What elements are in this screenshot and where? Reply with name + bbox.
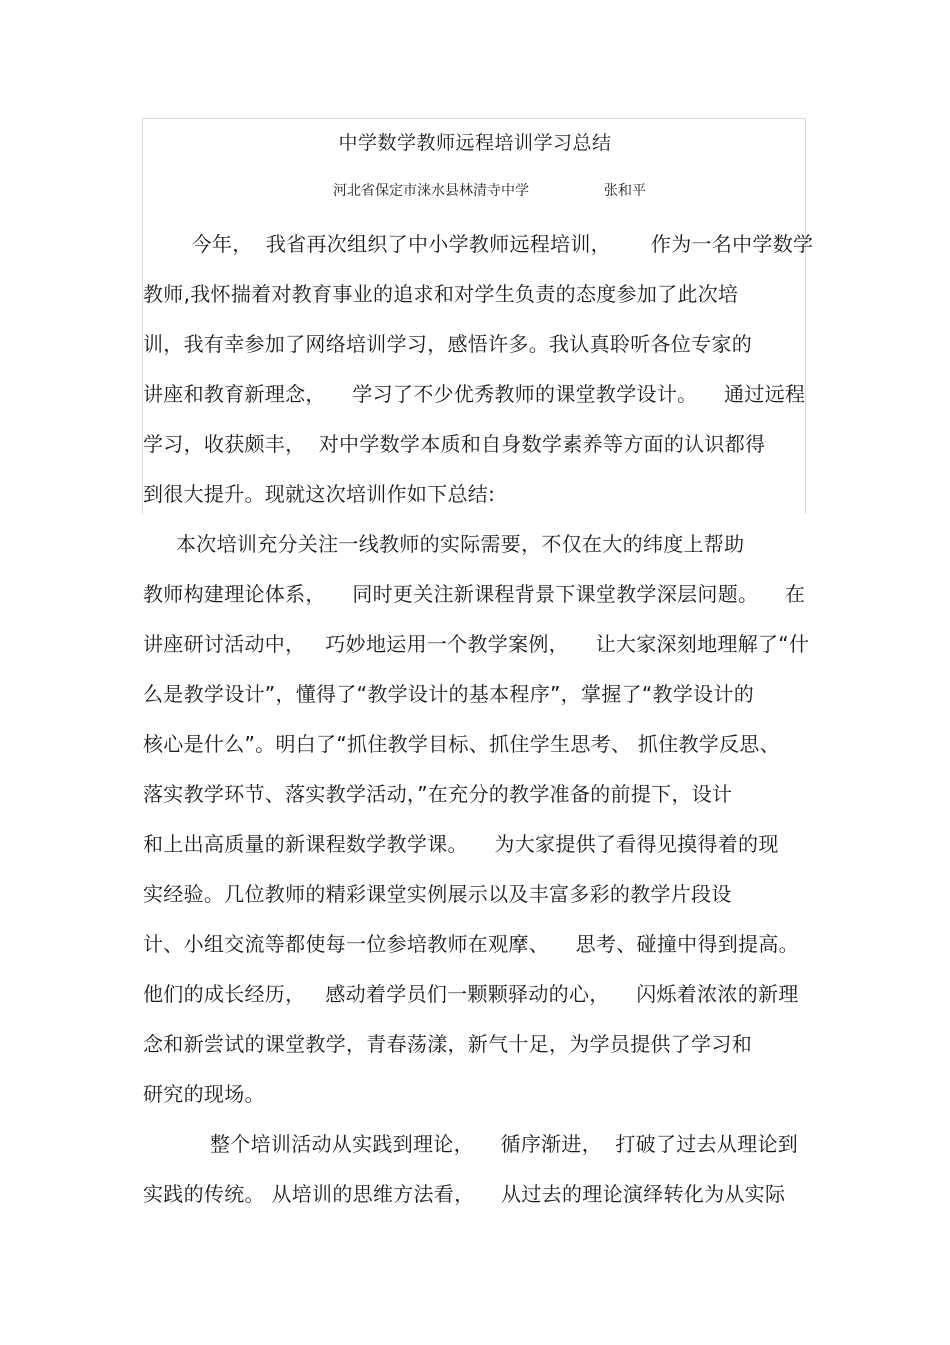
- text-line: 他们的成长经历， 感动着学员们一颗颗驿动的心， 闪烁着浓浓的新理: [143, 982, 799, 1006]
- text-line: 核心是什么”。明白了“抓住教学目标、抓住学生思考、 抓住教学反思、: [143, 732, 780, 756]
- document-title: 中学数学教师远程培训学习总结: [338, 132, 612, 154]
- text-line: 念和新尝试的课堂教学，青春荡漾，新气十足，为学员提供了学习和: [143, 1032, 752, 1056]
- text-line: 今年， 我省再次组织了中小学教师远程培训， 作为一名中学数学: [185, 232, 814, 256]
- text-line: 学习，收获颇丰， 对中学数学本质和自身数学素养等方面的认识都得: [143, 432, 766, 456]
- text-line: 实经验。几位教师的精彩课堂实例展示以及丰富多彩的教学片段设: [143, 882, 732, 906]
- text-line: 研究的现场。: [143, 1082, 265, 1106]
- text-line: 讲座研讨活动中， 巧妙地运用一个教学案例， 让大家深刻地理解了“什: [143, 632, 810, 656]
- text-line: 整个培训活动从实践到理论， 循序渐进， 打破了过去从理论到: [210, 1132, 799, 1156]
- text-line: 教师构建理论体系， 同时更关注新课程背景下课堂教学深层问题。 在: [143, 582, 806, 606]
- author-name: 张和平: [604, 183, 646, 199]
- text-line: 训，我有幸参加了网络培训学习，感悟许多。我认真聆听各位专家的: [143, 332, 752, 356]
- text-line: 本次培训充分关注一线教师的实际需要，不仅在大的纬度上帮助: [176, 532, 745, 556]
- text-line: 和上出高质量的新课程数学教学课。 为大家提供了看得见摸得着的现: [143, 832, 779, 856]
- text-line: 落实教学环节、落实教学活动，”在充分的教学准备的前提下，设计: [143, 782, 733, 806]
- text-line: 实践的传统。 从培训的思维方法看， 从过去的理论演绎转化为从实际: [143, 1182, 786, 1206]
- text-line: 讲座和教育新理念， 学习了不少优秀教师的课堂教学设计。 通过远程: [143, 382, 806, 406]
- text-line: 到很大提升。现就这次培训作如下总结:: [143, 482, 496, 506]
- text-line: 么是教学设计”，懂得了“教学设计的基本程序”，掌握了“教学设计的: [143, 682, 755, 706]
- school-name: 河北省保定市涞水县林清寺中学: [333, 183, 529, 199]
- text-line: 计、小组交流等都使每一位参培教师在观摩、 思考、碰撞中得到提高。: [143, 932, 799, 956]
- text-line: 教师,我怀揣着对教育事业的追求和对学生负责的态度参加了此次培: [143, 282, 739, 306]
